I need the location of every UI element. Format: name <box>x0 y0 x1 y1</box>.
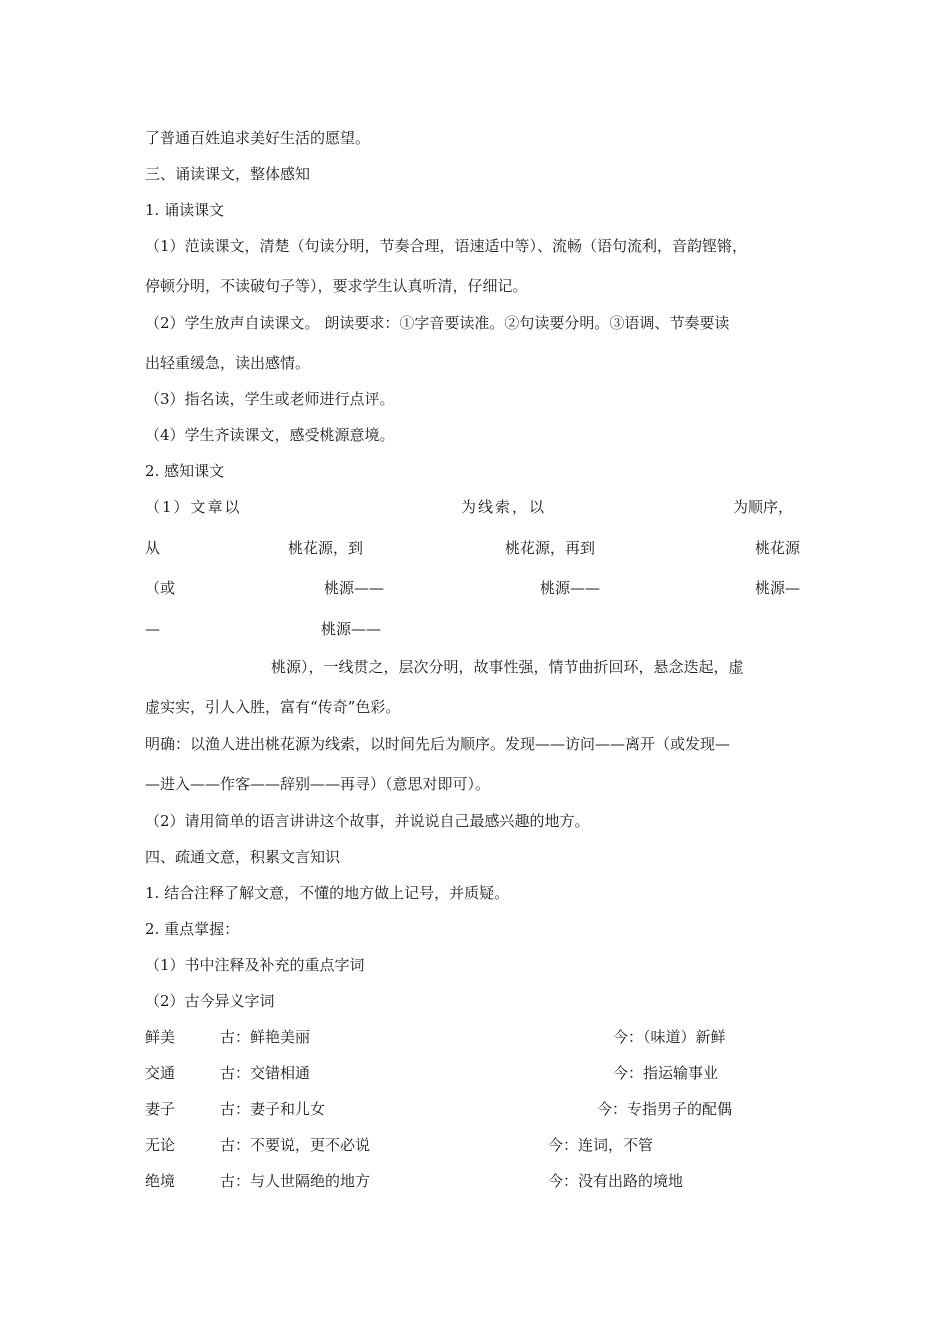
vocab-word: 鲜美 <box>145 1028 176 1046</box>
blank-line-2-part-d: 桃花源 <box>755 539 801 557</box>
blank-line-2-part-a: 从 <box>145 539 161 557</box>
section-heading-3: 三、诵读课文，整体感知 <box>145 165 311 183</box>
perceive-tail-line-2: 虚实实，引人入胜，富有“传奇”色彩。 <box>145 698 401 716</box>
paragraph-continuation: 了普通百姓追求美好生活的愿望。 <box>145 129 371 147</box>
vocab-word: 绝境 <box>145 1172 176 1190</box>
vocab-ancient: 古：与人世隔绝的地方 <box>220 1172 371 1190</box>
vocab-ancient: 古：妻子和儿女 <box>220 1100 326 1118</box>
recite-item-1-line-2: 停顿分明，不读破句子等），要求学生认真听清，仔细记。 <box>145 277 528 295</box>
recite-item-1-line-1: （1）范读课文，清楚（句读分明，节奏合理，语速适中等）、流畅（语句流利，音韵铿锵， <box>145 237 748 255</box>
knowledge-item-1: 1. 结合注释了解文意，不懂的地方做上记号，并质疑。 <box>145 884 510 902</box>
blank-line-4-part-b: 桃源—— <box>321 620 382 638</box>
blank-line-3-part-b: 桃源—— <box>324 579 385 597</box>
vocab-ancient: 古：不要说，更不必说 <box>220 1136 371 1154</box>
blank-line-1-part-c: 为顺序， <box>733 498 794 516</box>
blank-line-1-part-a: （1）文章以 <box>145 498 242 516</box>
blank-line-2-part-c: 桃花源，再到 <box>505 539 596 557</box>
vocab-modern: 今：指运输事业 <box>613 1064 719 1082</box>
subheading-perceive: 2. 感知课文 <box>145 462 225 480</box>
perceive-tail-line-1: 桃源），一线贯之，层次分明，故事性强，情节曲折回环，悬念迭起，虚 <box>271 658 744 676</box>
blank-line-2-part-b: 桃花源，到 <box>288 539 364 557</box>
knowledge-item-2b: （2）古今异义字词 <box>145 992 275 1010</box>
vocab-word: 交通 <box>145 1064 176 1082</box>
blank-line-3-part-c: 桃源—— <box>540 579 601 597</box>
vocab-modern: 今：没有出路的境地 <box>548 1172 684 1190</box>
vocab-ancient: 古：鲜艳美丽 <box>220 1028 311 1046</box>
subheading-recite: 1. 诵读课文 <box>145 201 225 219</box>
answer-line-1: 明确：以渔人进出桃花源为线索，以时间先后为顺序。发现——访问——离开（或发现— <box>145 735 731 753</box>
recite-item-4: （4）学生齐读课文，感受桃源意境。 <box>145 426 395 444</box>
blank-line-3-part-a: （或 <box>145 579 176 597</box>
blank-line-3-part-d: 桃源— <box>755 579 801 597</box>
section-heading-4: 四、疏通文意，积累文言知识 <box>145 848 341 866</box>
blank-line-1-part-b: 为线索，以 <box>461 498 547 516</box>
recite-item-2-line-1: （2）学生放声自读课文。 朗读要求：①字音要读准。②句读要分明。③语调、节奏要读 <box>145 314 730 332</box>
recite-item-3: （3）指名读，学生或老师进行点评。 <box>145 390 395 408</box>
recite-item-2-line-2: 出轻重缓急，读出感情。 <box>145 354 311 372</box>
vocab-word: 妻子 <box>145 1100 176 1118</box>
vocab-word: 无论 <box>145 1136 176 1154</box>
vocab-modern: 今：专指男子的配偶 <box>597 1100 733 1118</box>
knowledge-item-2: 2. 重点掌握： <box>145 920 240 938</box>
vocab-modern: 今：连词，不管 <box>548 1136 654 1154</box>
vocab-modern: 今：（味道）新鲜 <box>613 1028 726 1046</box>
vocab-ancient: 古：交错相通 <box>220 1064 311 1082</box>
blank-line-4-part-a: — <box>145 620 160 638</box>
knowledge-item-2a: （1）书中注释及补充的重点字词 <box>145 956 365 974</box>
answer-line-2: —进入——作客——辞别——再寻）（意思对即可）。 <box>145 775 491 793</box>
question-2: （2）请用简单的语言讲讲这个故事，并说说自己最感兴趣的地方。 <box>145 812 590 830</box>
